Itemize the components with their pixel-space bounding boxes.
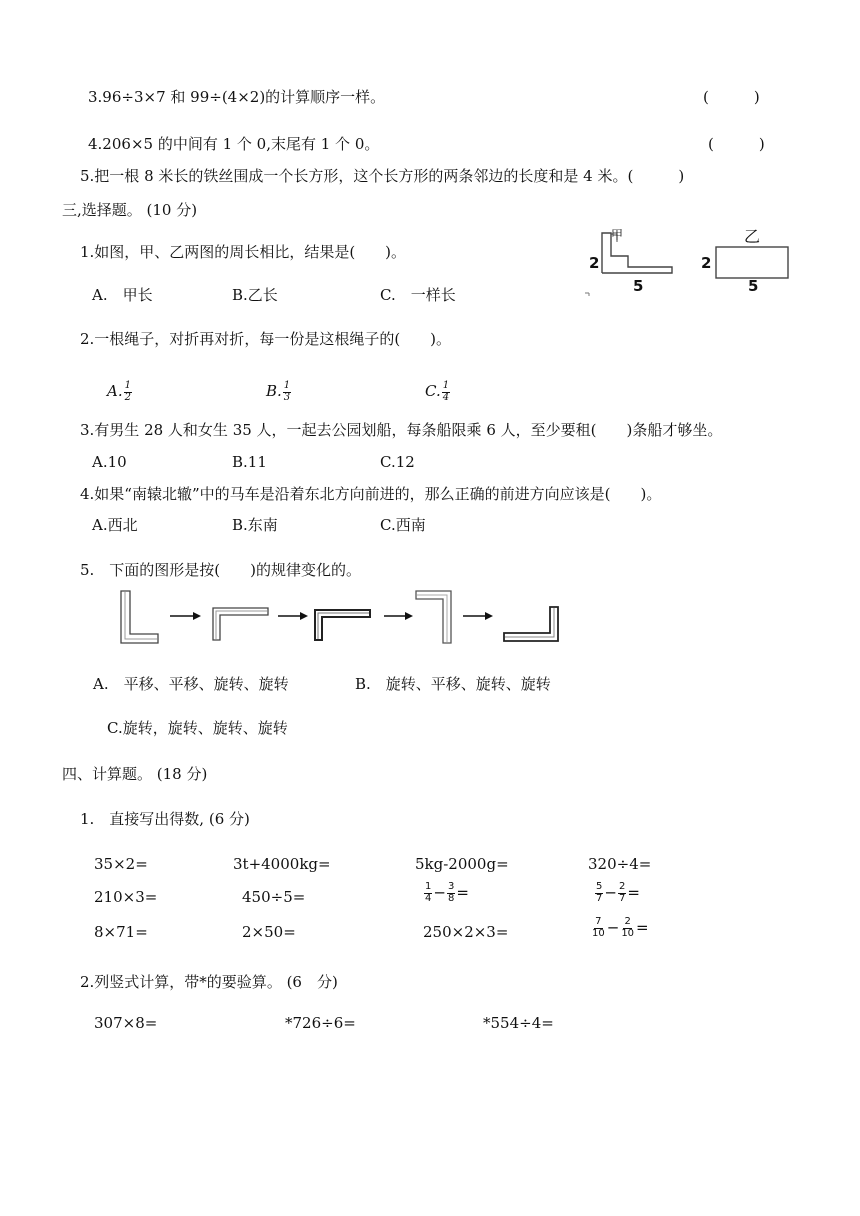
option-letter: B. [266, 382, 282, 400]
choice-q4-option-a[interactable]: A.西北 [92, 516, 138, 534]
figure-jia-side-length: 2 [589, 254, 600, 272]
answer-paren-3[interactable]: ( ) [703, 88, 760, 106]
fraction-denominator: 2 [124, 391, 131, 403]
fraction-denominator: 10 [621, 927, 635, 939]
calc-question-2: 2.列竖式计算，带*的要验算。 (6 分) [80, 973, 338, 991]
minus-sign: − [606, 918, 620, 937]
fraction-denominator: 7 [596, 892, 603, 904]
fraction-numerator: 3 [447, 881, 455, 892]
choice-question-1: 1.如图，甲、乙两图的周长相比，结果是( )。 [80, 243, 407, 261]
choice-q5-option-b[interactable]: B. 旋转、平移、旋转、旋转 [355, 675, 551, 693]
answer-paren-4[interactable]: ( ) [708, 135, 765, 153]
figure-jia-bottom-length: 5 [633, 277, 644, 295]
choice-q4-option-b[interactable]: B.东南 [232, 516, 278, 534]
calc-item[interactable]: 35×2= [94, 855, 148, 873]
section-title-choice: 三,选择题。 (10 分) [62, 201, 198, 219]
fraction-denominator: 8 [447, 892, 455, 904]
fraction-numerator: 5 [596, 881, 603, 892]
option-letter: C. [425, 382, 441, 400]
calc-item[interactable]: 2×50= [242, 923, 296, 941]
calc-item[interactable]: 5kg-2000g= [415, 855, 509, 873]
fraction-numerator: 1 [283, 380, 291, 391]
choice-q2-option-a[interactable] [107, 381, 133, 403]
fraction-denominator: 4 [442, 391, 450, 403]
fraction [442, 381, 450, 403]
option-letter: A. [107, 382, 123, 400]
choice-q1-option-c[interactable]: C. 一样长 [380, 286, 456, 304]
figure-yi-label: 乙 [744, 227, 761, 246]
choice-q1-option-a[interactable]: A. 甲长 [92, 286, 153, 304]
fraction-numerator: 2 [618, 881, 626, 892]
fraction [283, 381, 291, 403]
choice-q1-option-b[interactable]: B.乙长 [232, 286, 278, 304]
choice-q3-option-a[interactable]: A.10 [92, 453, 127, 471]
judge-question-3: 3.96÷3×7 和 99÷(4×2)的计算顺序一样。 [88, 88, 386, 106]
fraction-numerator: 1 [425, 881, 432, 892]
choice-question-4: 4.如果“南辕北辙”中的马车是沿着东北方向前进的，那么正确的前进方向应该是( )。 [80, 485, 662, 503]
fraction-denominator: 3 [283, 391, 291, 403]
vertical-calc-item[interactable]: *554÷4= [483, 1014, 554, 1032]
fraction-numerator: 1 [442, 380, 450, 391]
choice-q2-option-c[interactable] [425, 381, 451, 403]
calc-fraction-item[interactable] [590, 917, 649, 939]
choice-question-5: 5. 下面的图形是按( )的规律变化的。 [80, 561, 362, 579]
calc-item[interactable]: 210×3= [94, 888, 158, 906]
equals-sign: = [456, 883, 469, 902]
fraction [124, 381, 132, 403]
judge-question-4: 4.206×5 的中间有 1 个 0,末尾有 1 个 0。 [88, 135, 380, 153]
choice-q4-option-c[interactable]: C.西南 [380, 516, 426, 534]
calc-item[interactable]: 320÷4= [588, 855, 652, 873]
calc-item[interactable]: 250×2×3= [423, 923, 509, 941]
fraction-denominator: 4 [425, 892, 432, 904]
shape-sequence-figure [118, 588, 568, 648]
minus-sign: − [433, 883, 446, 902]
calc-item[interactable]: 3t+4000kg= [233, 855, 331, 873]
equals-sign: = [636, 918, 649, 937]
calc-item[interactable]: 8×71= [94, 923, 148, 941]
choice-q5-option-a[interactable]: A. 平移、平移、旋转、旋转 [93, 675, 289, 693]
calc-item[interactable]: 450÷5= [242, 888, 306, 906]
vertical-calc-item[interactable]: *726÷6= [285, 1014, 356, 1032]
calc-question-1: 1. 直接写出得数, (6 分) [80, 810, 250, 828]
fraction-denominator: 10 [592, 927, 605, 939]
fraction-denominator: 7 [618, 892, 626, 904]
calc-fraction-item[interactable] [423, 882, 469, 904]
figure-yi-side-length: 2 [701, 254, 712, 272]
equals-sign: = [627, 883, 640, 902]
choice-q3-option-b[interactable]: B.11 [232, 453, 267, 471]
fraction-numerator: 7 [595, 916, 602, 927]
choice-q2-option-b[interactable] [266, 381, 292, 403]
figure-jia-label: 甲 [611, 228, 624, 242]
fraction-numerator: 1 [124, 380, 131, 391]
choice-question-3: 3.有男生 28 人和女生 35 人，一起去公园划船，每条船限乘 6 人，至少要租( )条船才够坐。 [80, 421, 723, 439]
calc-fraction-item[interactable] [594, 882, 640, 904]
figure-yi-bottom-length: 5 [748, 277, 759, 295]
vertical-calc-item[interactable]: 307×8= [94, 1014, 158, 1032]
fraction-numerator: 2 [624, 916, 631, 927]
choice-q5-option-c[interactable]: C.旋转，旋转、旋转、旋转 [107, 719, 288, 737]
section-title-calculation: 四、计算题。 (18 分) [62, 765, 208, 783]
choice-q3-option-c[interactable]: C.12 [380, 453, 415, 471]
choice-question-2: 2.一根绳子，对折再对折，每一份是这根绳子的( )。 [80, 330, 452, 348]
minus-sign: − [604, 883, 617, 902]
judge-question-5: 5.把一根 8 米长的铁丝围成一个长方形，这个长方形的两条邻边的长度和是 4 米。( ) [80, 167, 685, 185]
